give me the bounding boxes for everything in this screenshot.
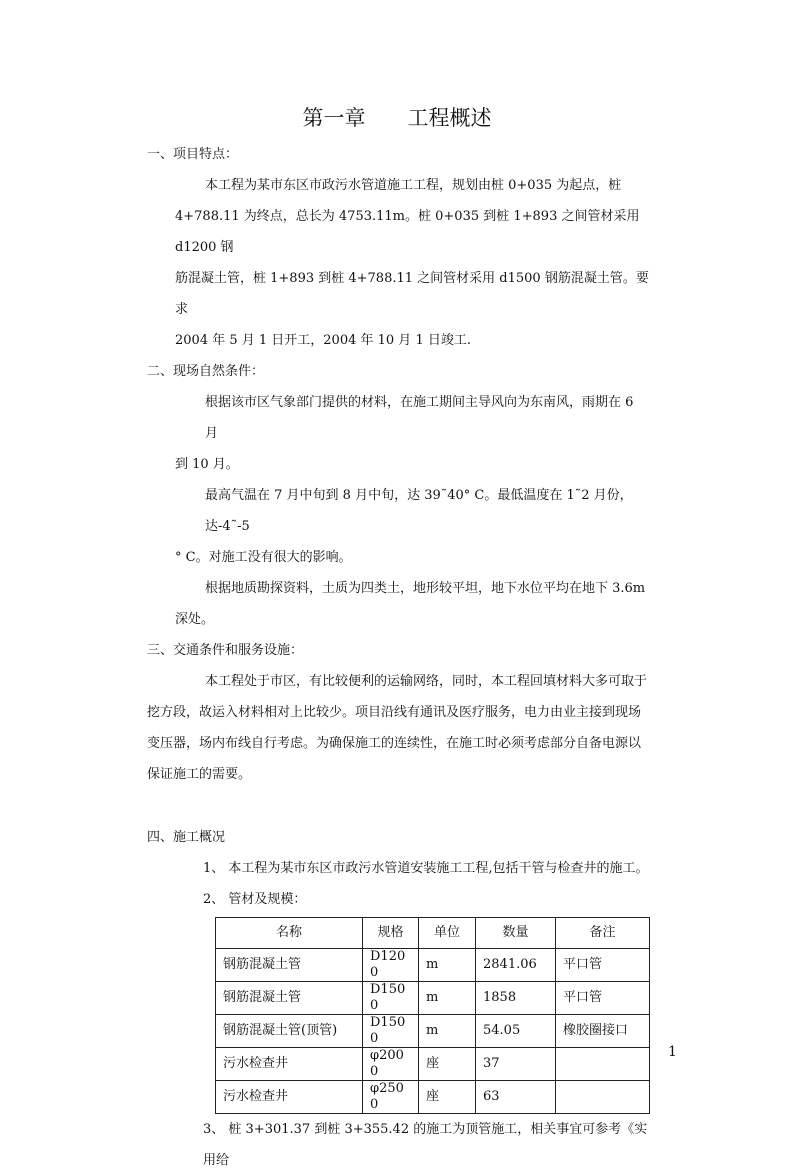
paragraph-line: 筋混凝土管，桩 1+893 到桩 4+788.11 之间管材采用 d1500 钢筋混凝土管。要求 [175, 271, 649, 317]
table-cell: 37 [476, 1048, 556, 1081]
table-cell [556, 1048, 650, 1081]
paragraph-line: 变压器，场内布线自行考虑。为确保施工的连续性，在施工时必须考虑部分自备电源以 [147, 736, 642, 751]
column-header: 数量 [476, 918, 556, 949]
table-cell: 污水检查井 [216, 1048, 363, 1081]
paragraph-line: 本工程处于市区，有比较便利的运输网络，同时，本工程回填材料大多可取于 [205, 674, 648, 689]
table-cell: D1500 [363, 1015, 419, 1048]
table-cell: 1858 [476, 982, 556, 1015]
document-body [147, 139, 649, 1176]
list-item: 3、 桩 3+301.37 到桩 3+355.42 的施工为顶管施工，相关事宜可参考《实用给 [203, 1122, 648, 1168]
list-item: 2、 管材及规模： [203, 892, 307, 907]
table-header-row [216, 918, 650, 949]
paragraph-line: 2004 年 5 月 1 日开工，2004 年 10 月 1 日竣工. [175, 333, 471, 348]
column-header: 规格 [363, 918, 419, 949]
paragraph-line: 到 10 月。 [175, 457, 239, 472]
paragraph-line: 最高气温在 7 月中旬到 8 月中旬，达 39˜40° C。最低温度在 1˜2 月份，达-4˜-5 [205, 488, 633, 534]
column-header: 单位 [419, 918, 476, 949]
list-item: 1、 本工程为某市东区市政污水管道安装施工工程,包括干管与检查井的施工。 [203, 861, 649, 876]
paragraph-line: 根据该市区气象部门提供的材料，在施工期间主导风向为东南风，雨期在 6 月 [205, 395, 634, 441]
table-cell: 63 [476, 1081, 556, 1114]
table-cell: φ2500 [363, 1081, 419, 1114]
table-cell: 2841.06 [476, 949, 556, 982]
table-row [216, 1048, 650, 1081]
table-cell: 座 [419, 1048, 476, 1081]
paragraph-line: 挖方段，故运入材料相对上比较少。项目沿线有通讯及医疗服务，电力由业主接到现场 [147, 705, 642, 720]
table-cell: φ2000 [363, 1048, 419, 1081]
table-cell: 钢筋混凝土管 [216, 949, 363, 982]
section-heading: 三、交通条件和服务设施： [147, 643, 304, 658]
table-cell: 平口管 [556, 982, 650, 1015]
paragraph-line: 本工程为某市东区市政污水管道施工工程，规划由桩 0+035 为起点，桩 [205, 178, 622, 193]
table-cell: 平口管 [556, 949, 650, 982]
table-cell: 座 [419, 1081, 476, 1114]
table-cell: m [419, 949, 476, 982]
table-row [216, 949, 650, 982]
section-heading: 一、项目特点： [147, 147, 239, 162]
blank-line [147, 790, 649, 822]
paragraph-line: 深处。 [175, 612, 215, 627]
table-cell: 54.05 [476, 1015, 556, 1048]
table-row [216, 1015, 650, 1048]
table-cell: D1500 [363, 982, 419, 1015]
paragraph-line: ° C。对施工没有很大的影响。 [175, 550, 352, 565]
paragraph-line: 保证施工的需要。 [147, 767, 252, 782]
table-cell: m [419, 1015, 476, 1048]
table-cell: 钢筋混凝土管 [216, 982, 363, 1015]
column-header: 备注 [556, 918, 650, 949]
table-cell [556, 1081, 650, 1114]
section-heading: 四、施工概况 [147, 830, 226, 845]
table-cell: 污水检查井 [216, 1081, 363, 1114]
table-cell: D1200 [363, 949, 419, 982]
table-cell: 橡胶圈接口 [556, 1015, 650, 1048]
table-row [216, 982, 650, 1015]
section-heading: 二、现场自然条件： [147, 364, 265, 379]
paragraph-line: 4+788.11 为终点，总长为 4753.11m。桩 0+035 到桩 1+893 之间管材采用 d1200 钢 [175, 209, 640, 255]
table-row [216, 1081, 650, 1114]
table-cell: 钢筋混凝土管(顶管) [216, 1015, 363, 1048]
chapter-title: 第一章 工程概述 [302, 106, 492, 130]
page-number: 1 [668, 1044, 677, 1060]
materials-table [215, 917, 650, 1114]
paragraph-line: 根据地质勘探资料，土质为四类土，地形较平坦，地下水位平均在地下 3.6m [205, 581, 646, 596]
column-header: 名称 [216, 918, 363, 949]
table-cell: m [419, 982, 476, 1015]
